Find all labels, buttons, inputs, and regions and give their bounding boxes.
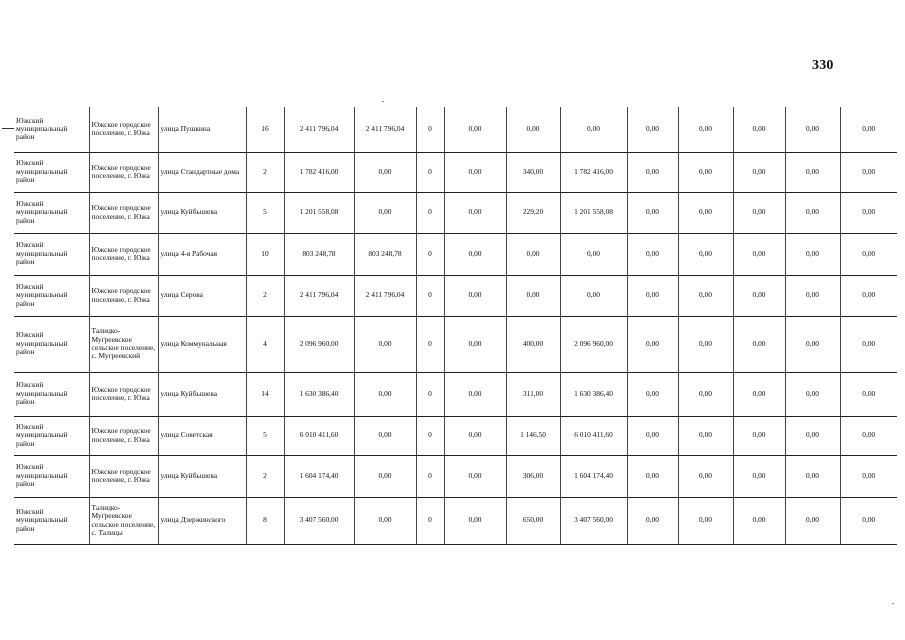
area-cell: 400,00 xyxy=(506,316,560,372)
count-cell: 0 xyxy=(416,497,444,544)
amount-cell: 0,00 xyxy=(627,107,678,152)
amount-cell: 0,00 xyxy=(678,497,733,544)
municipal-district-cell: Южский муниципальный район xyxy=(14,455,89,497)
total-amount-cell: 3 407 560,00 xyxy=(284,497,354,544)
house-count-cell: 2 xyxy=(246,455,284,497)
scan-artifact-dot xyxy=(892,603,894,604)
count-cell: 0 xyxy=(416,316,444,372)
street-cell: улица Пушкина xyxy=(158,107,246,152)
amount-cell: 0,00 xyxy=(444,455,506,497)
municipal-district-cell: Южский муниципальный район xyxy=(14,316,89,372)
street-cell: улица Стандартные дома xyxy=(158,152,246,192)
table-row xyxy=(14,372,897,416)
table-row xyxy=(14,152,897,192)
count-cell: 0 xyxy=(416,275,444,316)
street-cell: улица Куйбышева xyxy=(158,192,246,233)
street-cell: улица Советская xyxy=(158,416,246,455)
amount-cell: 0,00 xyxy=(444,192,506,233)
amount-cell: 0,00 xyxy=(444,233,506,275)
table-row xyxy=(14,275,897,316)
amount-cell: 0,00 xyxy=(733,372,785,416)
amount-cell: 0,00 xyxy=(733,455,785,497)
house-count-cell: 4 xyxy=(246,316,284,372)
house-count-cell: 14 xyxy=(246,372,284,416)
street-cell: улица 4-я Рабочая xyxy=(158,233,246,275)
settlement-cell: Талицко-Мугреевское сельское поселение, с. Талицы xyxy=(89,497,158,544)
settlement-cell: Южское городское поселение, г. Южа xyxy=(89,372,158,416)
amount-cell: 0,00 xyxy=(733,152,785,192)
amount-cell: 0,00 xyxy=(785,416,840,455)
municipal-district-cell: Южский муниципальный район xyxy=(14,416,89,455)
amount-cell: 0,00 xyxy=(678,152,733,192)
amount-cell: 0,00 xyxy=(627,416,678,455)
table-row xyxy=(14,316,897,372)
amount-cell: 0,00 xyxy=(733,416,785,455)
municipal-district-cell: Южский муниципальный район xyxy=(14,372,89,416)
house-count-cell: 5 xyxy=(246,416,284,455)
street-cell: улица Серова xyxy=(158,275,246,316)
settlement-cell: Южское городское поселение, г. Южа xyxy=(89,107,158,152)
amount-cell: 0,00 xyxy=(785,152,840,192)
count-cell: 0 xyxy=(416,233,444,275)
amount-cell: 0,00 xyxy=(733,275,785,316)
amount-cell: 0,00 xyxy=(840,233,897,275)
area-cell: 229,20 xyxy=(506,192,560,233)
page-number: 330 xyxy=(812,58,834,73)
municipal-district-cell: Южский муниципальный район xyxy=(14,152,89,192)
table-row xyxy=(14,233,897,275)
amount-cell: 6 010 411,60 xyxy=(560,416,627,455)
amount-cell: 0,00 xyxy=(678,233,733,275)
house-count-cell: 5 xyxy=(246,192,284,233)
settlement-cell: Южское городское поселение, г. Южа xyxy=(89,455,158,497)
amount-cell: 3 407 560,00 xyxy=(560,497,627,544)
settlement-cell: Южское городское поселение, г. Южа xyxy=(89,192,158,233)
amount-cell: 2 411 796,04 xyxy=(354,275,416,316)
table-row xyxy=(14,107,897,152)
count-cell: 0 xyxy=(416,107,444,152)
amount-cell: 0,00 xyxy=(627,152,678,192)
settlement-cell: Южское городское поселение, г. Южа xyxy=(89,152,158,192)
house-count-cell: 2 xyxy=(246,152,284,192)
area-cell: 1 146,50 xyxy=(506,416,560,455)
area-cell: 0,00 xyxy=(506,233,560,275)
total-amount-cell: 1 782 416,00 xyxy=(284,152,354,192)
amount-cell: 0,00 xyxy=(444,107,506,152)
amount-cell: 0,00 xyxy=(444,316,506,372)
area-cell: 306,00 xyxy=(506,455,560,497)
amount-cell: 0,00 xyxy=(733,316,785,372)
amount-cell: 0,00 xyxy=(733,497,785,544)
street-cell: улица Дзержинского xyxy=(158,497,246,544)
total-amount-cell: 1 604 174,40 xyxy=(284,455,354,497)
amount-cell: 0,00 xyxy=(785,275,840,316)
table-body xyxy=(14,107,897,544)
amount-cell: 0,00 xyxy=(678,275,733,316)
amount-cell: 0,00 xyxy=(354,416,416,455)
amount-cell: 0,00 xyxy=(354,192,416,233)
settlement-cell: Южское городское поселение, г. Южа xyxy=(89,233,158,275)
count-cell: 0 xyxy=(416,455,444,497)
amount-cell: 0,00 xyxy=(733,107,785,152)
area-cell: 650,00 xyxy=(506,497,560,544)
total-amount-cell: 1 201 558,08 xyxy=(284,192,354,233)
scan-artifact-mark xyxy=(2,128,14,129)
settlement-cell: Южское городское поселение, г. Южа xyxy=(89,275,158,316)
municipal-district-cell: Южский муниципальный район xyxy=(14,107,89,152)
amount-cell: 0,00 xyxy=(627,372,678,416)
amount-cell: 0,00 xyxy=(627,192,678,233)
area-cell: 311,00 xyxy=(506,372,560,416)
amount-cell: 1 604 174,40 xyxy=(560,455,627,497)
count-cell: 0 xyxy=(416,192,444,233)
amount-cell: 0,00 xyxy=(444,497,506,544)
amount-cell: 0,00 xyxy=(785,455,840,497)
amount-cell: 0,00 xyxy=(444,372,506,416)
table-row xyxy=(14,192,897,233)
area-cell: 0,00 xyxy=(506,107,560,152)
amount-cell: 0,00 xyxy=(627,233,678,275)
count-cell: 0 xyxy=(416,372,444,416)
amount-cell: 0,00 xyxy=(627,497,678,544)
amount-cell: 0,00 xyxy=(840,455,897,497)
amount-cell: 0,00 xyxy=(840,372,897,416)
street-cell: улица Куйбышева xyxy=(158,372,246,416)
amount-cell: 0,00 xyxy=(840,152,897,192)
settlement-cell: Талицко-Мугреевское сельское поселение, с. Мугреевский xyxy=(89,316,158,372)
total-amount-cell: 2 096 960,00 xyxy=(284,316,354,372)
amount-cell: 1 782 416,00 xyxy=(560,152,627,192)
street-cell: улица Куйбышева xyxy=(158,455,246,497)
amount-cell: 0,00 xyxy=(733,233,785,275)
amount-cell: 0,00 xyxy=(444,275,506,316)
table-row xyxy=(14,416,897,455)
amount-cell: 0,00 xyxy=(560,275,627,316)
municipal-district-cell: Южский муниципальный район xyxy=(14,275,89,316)
area-cell: 340,00 xyxy=(506,152,560,192)
amount-cell: 0,00 xyxy=(354,372,416,416)
amount-cell: 0,00 xyxy=(840,497,897,544)
house-count-cell: 10 xyxy=(246,233,284,275)
settlement-cell: Южское городское поселение, г. Южа xyxy=(89,416,158,455)
amount-cell: 0,00 xyxy=(840,316,897,372)
amount-cell: 2 411 796,04 xyxy=(354,107,416,152)
amount-cell: 0,00 xyxy=(785,316,840,372)
amount-cell: 2 096 960,00 xyxy=(560,316,627,372)
count-cell: 0 xyxy=(416,152,444,192)
area-cell: 0,00 xyxy=(506,275,560,316)
amount-cell: 0,00 xyxy=(678,192,733,233)
total-amount-cell: 1 630 386,40 xyxy=(284,372,354,416)
total-amount-cell: 2 411 796,04 xyxy=(284,107,354,152)
municipal-district-cell: Южский муниципальный район xyxy=(14,233,89,275)
house-count-cell: 8 xyxy=(246,497,284,544)
street-cell: улица Коммунальная xyxy=(158,316,246,372)
amount-cell: 0,00 xyxy=(678,107,733,152)
amount-cell: 0,00 xyxy=(560,233,627,275)
municipal-district-cell: Южский муниципальный район xyxy=(14,192,89,233)
table-row xyxy=(14,497,897,544)
amount-cell: 0,00 xyxy=(444,152,506,192)
amount-cell: 0,00 xyxy=(678,372,733,416)
municipal-district-cell: Южский муниципальный район xyxy=(14,497,89,544)
amount-cell: 0,00 xyxy=(733,192,785,233)
total-amount-cell: 2 411 796,04 xyxy=(284,275,354,316)
amount-cell: 0,00 xyxy=(840,275,897,316)
amount-cell: 0,00 xyxy=(840,107,897,152)
amount-cell: 0,00 xyxy=(354,455,416,497)
amount-cell: 0,00 xyxy=(785,497,840,544)
total-amount-cell: 803 248,78 xyxy=(284,233,354,275)
amount-cell: 1 630 386,40 xyxy=(560,372,627,416)
amount-cell: 0,00 xyxy=(354,316,416,372)
amount-cell: 0,00 xyxy=(678,316,733,372)
amount-cell: 803 248,78 xyxy=(354,233,416,275)
amount-cell: 0,00 xyxy=(444,416,506,455)
amount-cell: 1 201 558,08 xyxy=(560,192,627,233)
amount-cell: 0,00 xyxy=(785,107,840,152)
count-cell: 0 xyxy=(416,416,444,455)
amount-cell: 0,00 xyxy=(785,192,840,233)
total-amount-cell: 6 010 411,60 xyxy=(284,416,354,455)
amount-cell: 0,00 xyxy=(678,455,733,497)
amount-cell: 0,00 xyxy=(678,416,733,455)
amount-cell: 0,00 xyxy=(627,316,678,372)
amount-cell: 0,00 xyxy=(354,152,416,192)
register-table xyxy=(14,107,897,545)
amount-cell: 0,00 xyxy=(840,192,897,233)
scan-artifact-dot xyxy=(382,101,384,102)
amount-cell: 0,00 xyxy=(785,372,840,416)
amount-cell: 0,00 xyxy=(627,275,678,316)
table-row xyxy=(14,455,897,497)
amount-cell: 0,00 xyxy=(840,416,897,455)
house-count-cell: 2 xyxy=(246,275,284,316)
amount-cell: 0,00 xyxy=(627,455,678,497)
amount-cell: 0,00 xyxy=(354,497,416,544)
amount-cell: 0,00 xyxy=(560,107,627,152)
house-count-cell: 16 xyxy=(246,107,284,152)
amount-cell: 0,00 xyxy=(785,233,840,275)
